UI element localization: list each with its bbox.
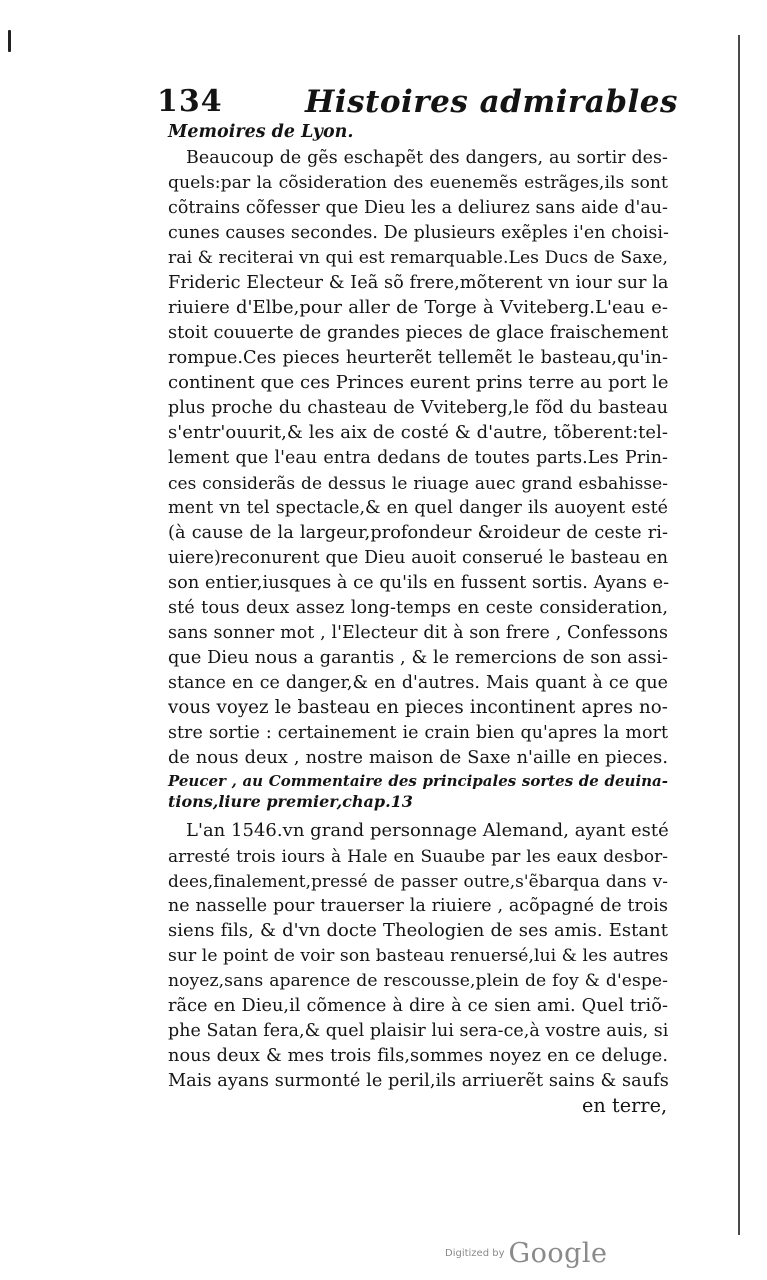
text-line: rompue.Ces pieces heurterẽt tellemẽt le basteau,qu'in-	[168, 348, 668, 368]
text-line: (à cause de la largeur,profondeur &roideur de ceste ri-	[168, 523, 668, 543]
text-line: cunes causes secondes. De plusieurs exẽples i'en choisi-	[168, 223, 669, 243]
text-line: son entier,iusques à ce qu'ils en fussent sortis. Ayans e-	[168, 573, 670, 593]
digitized-by-label: Digitized by	[445, 1248, 505, 1259]
text-line: ment vn tel spectacle,& en quel danger ils auoyent esté	[168, 498, 668, 518]
google-logo-text: Google	[508, 1238, 608, 1269]
text-line: nous deux & mes trois fils,sommes noyez en ce deluge.	[168, 1046, 668, 1066]
text-line: L'an 1546.vn grand personnage Alemand, ayant esté	[186, 820, 669, 841]
text-line: rãce en Dieu,il cõmence à dire à ce sien ami. Quel triõ-	[168, 996, 668, 1016]
text-line: rai & reciterai vn qui est remarquable.Les Ducs de Saxe,	[168, 248, 668, 268]
google-watermark	[445, 1238, 607, 1269]
text-line: stoit couuerte de grandes pieces de glace fraischement	[168, 323, 669, 343]
text-line: lement que l'eau entra dedans de toutes parts.Les Prin-	[168, 448, 668, 468]
text-line: continent que ces Princes eurent prins terre au port le	[168, 372, 669, 393]
text-line: uiere)reconurent que Dieu auoit conserué le basteau en	[168, 548, 668, 568]
text-line: Frideric Electeur & Ieã sõ frere,mõterent vn iour sur la	[168, 273, 669, 293]
text-line: sur le point de voir son basteau renuersé,lui & les autres	[168, 946, 669, 966]
text-line: que Dieu nous a garantis , & le remercions de son assi-	[168, 648, 668, 668]
text-line: noyez,sans aparence de rescousse,plein de foy & d'espe-	[168, 971, 668, 991]
text-line: arresté trois iours à Hale en Suaube par les eaux desbor-	[168, 846, 668, 866]
text-line: ces considerãs de dessus le riuage auec grand esbahisse-	[168, 473, 668, 493]
text-line: cõtrains cõfesser que Dieu les a deliurez sans aide d'au-	[168, 198, 668, 218]
page-number: 134	[157, 84, 223, 119]
text-line: phe Satan fera,& quel plaisir lui sera-ce,à vostre auis, si	[168, 1021, 669, 1041]
text-line: stance en ce danger,& en d'autres. Mais quant à ce que	[168, 673, 668, 693]
text-line: siens fils, & d'vn docte Theologien de ses amis. Estant	[168, 920, 668, 941]
catchword: en terre,	[582, 1094, 668, 1117]
text-line: Beaucoup de gẽs eschapẽt des dangers, au sortir des-	[186, 148, 668, 168]
margin-note-source: Memoires de Lyon.	[168, 122, 354, 142]
text-line: sté tous deux assez long-temps en ceste consideration,	[168, 598, 668, 618]
text-line: stre sortie : certainement ie crain bien qu'apres la mort	[168, 723, 668, 743]
citation-line: Peucer , au Commentaire des principales sortes de deuina-	[168, 772, 668, 790]
text-line: de nous deux , nostre maison de Saxe n'aille en pieces.	[168, 748, 668, 768]
text-line: dees,finalement,pressé de passer outre,s'ẽbarqua dans v-	[168, 871, 668, 891]
running-header	[155, 84, 678, 124]
gutter-edge-shadow	[738, 35, 740, 1235]
text-line: riuiere d'Elbe,pour aller de Torge à Vviteberg.L'eau e-	[168, 297, 668, 318]
running-title: Histoires admirables	[305, 84, 678, 120]
page-edge-mark	[8, 30, 11, 52]
text-line: plus proche du chasteau de Vviteberg,le fõd du basteau	[168, 398, 668, 418]
text-line: ne nasselle pour trauerser la riuiere , acõpagné de trois	[168, 896, 668, 916]
citation-line: tions,liure premier,chap.13	[168, 792, 413, 811]
text-line: quels:par la cõsideration des euenemẽs estrãges,ils sont	[168, 173, 668, 193]
text-line: vous voyez le basteau en pieces incontinent apres no-	[168, 697, 668, 718]
text-line: Mais ayans surmonté le peril,ils arriuerẽt sains & saufs	[168, 1071, 669, 1091]
text-line: sans sonner mot , l'Electeur dit à son frere , Confessons	[168, 623, 668, 643]
text-line: s'entr'ouurit,& les aix de costé & d'autre, tõberent:tel-	[168, 422, 668, 443]
